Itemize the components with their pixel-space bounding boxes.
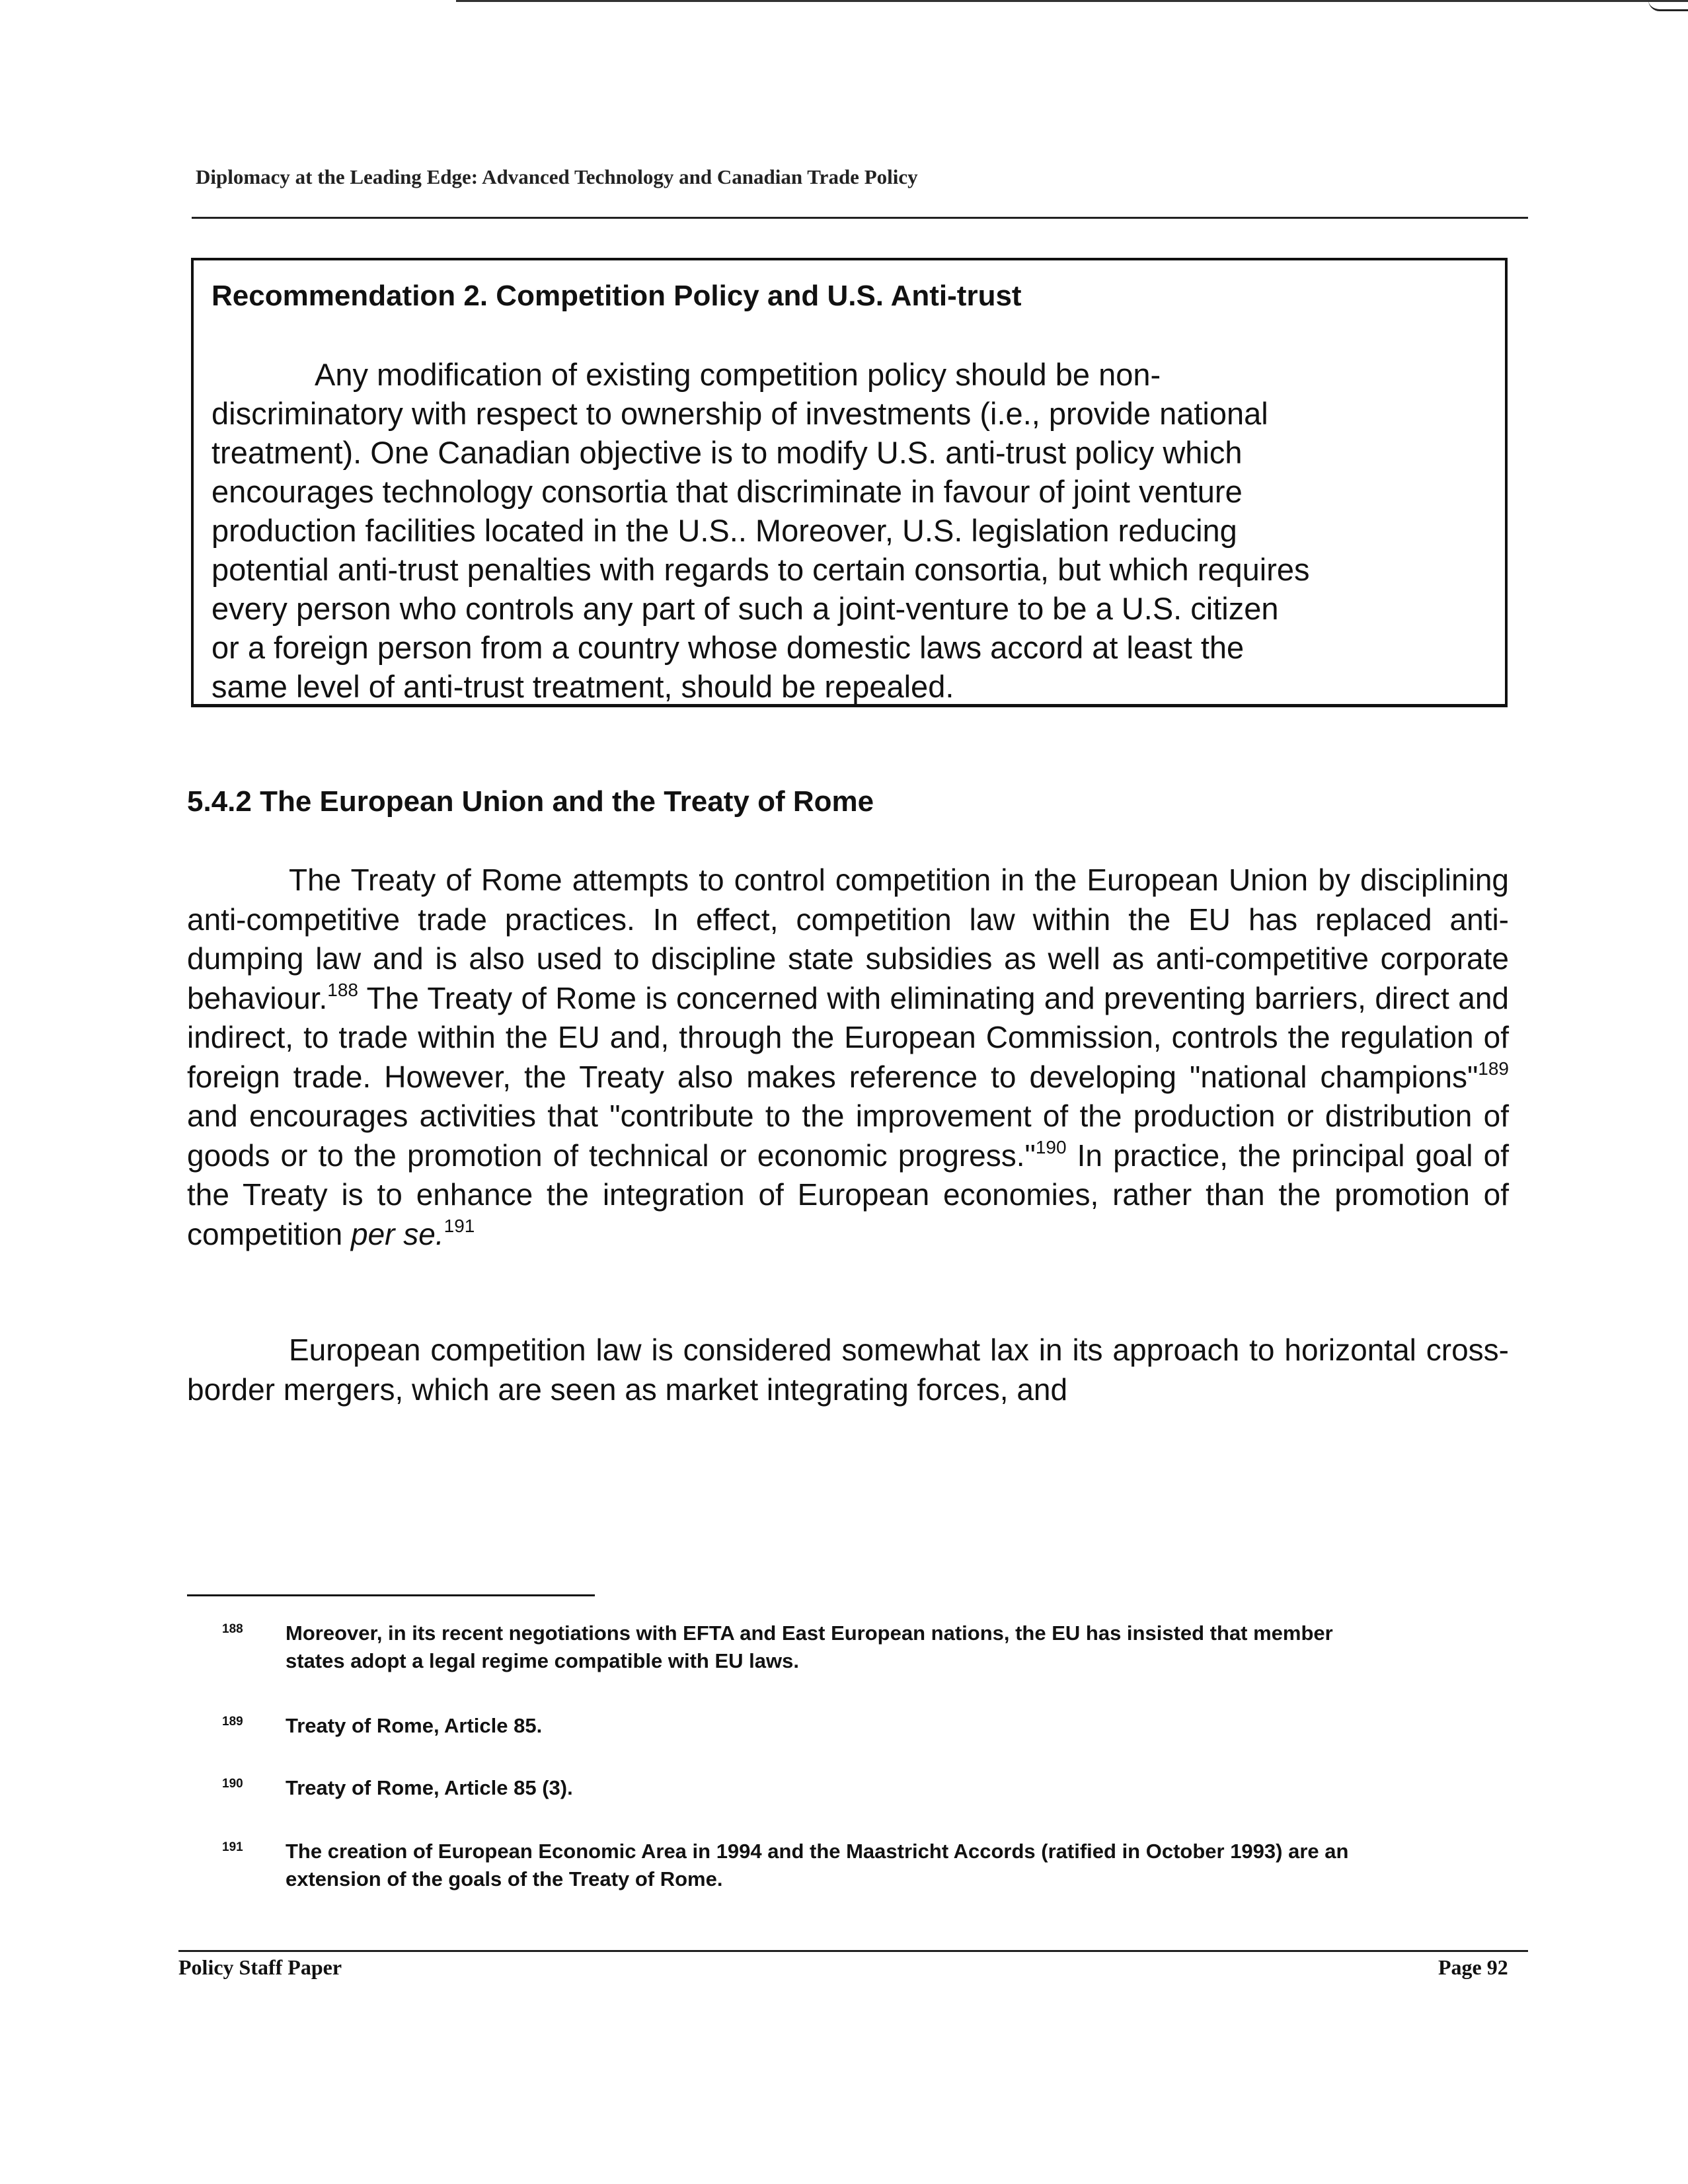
running-header: Diplomacy at the Leading Edge: Advanced Technology and Canadian Trade Policy xyxy=(196,165,918,188)
footnote-ref-189[interactable]: 189 xyxy=(1478,1058,1509,1079)
footnote-line: extension of the goals of the Treaty of Rome. xyxy=(286,1867,723,1891)
recommendation-line: treatment). One Canadian objective is to modify U.S. anti-trust policy which xyxy=(211,435,1243,470)
footnote-text xyxy=(286,1774,1475,1802)
recommendation-text xyxy=(211,355,1510,706)
footnote-line: Treaty of Rome, Article 85 (3). xyxy=(286,1776,573,1799)
section-heading: 5.4.2 The European Union and the Treaty of Rome xyxy=(187,785,874,818)
paragraph-text: European competition law is considered somewhat lax in its approach to horizontal cross-border mergers, which are seen as market integrating forces, and xyxy=(187,1333,1509,1407)
scan-artifact-corner xyxy=(1648,0,1688,11)
footnote-number: 189 xyxy=(222,1715,243,1729)
italic-term: per se. xyxy=(351,1216,444,1251)
paragraph-text: The Treaty of Rome attempts to control competition in the European Union by disciplining anti-competitive trade practices. In effect, competition law within the EU has replaced anti-dumping law and is also used to discipline state subsidies as well as anti-competitive corporate behaviour. xyxy=(187,863,1509,1015)
scan-artifact-top-line xyxy=(456,0,1688,2)
footnote-number: 188 xyxy=(222,1622,243,1636)
footnote-text xyxy=(286,1712,1475,1740)
footer-rule xyxy=(178,1950,1528,1952)
recommendation-line: encourages technology consortia that discriminate in favour of joint venture xyxy=(211,474,1243,509)
header-rule xyxy=(192,217,1528,219)
footnote-ref-188[interactable]: 188 xyxy=(327,980,358,1001)
footer-page-number: Page 92 xyxy=(1438,1955,1508,1979)
recommendation-line: discriminatory with respect to ownership of investments (i.e., provide national xyxy=(211,396,1268,431)
paragraph-text: In practice, the principal goal of the Treaty is to enhance the integration of European economies, rather than the promotion of competition xyxy=(187,1138,1509,1251)
footnote-line: The creation of European Economic Area in 1994 and the Maastricht Accords (ratified in October 1993) are an xyxy=(286,1840,1349,1863)
footnote-line: states adopt a legal regime compatible with EU laws. xyxy=(286,1649,799,1672)
recommendation-line: production facilities located in the U.S.. Moreover, U.S. legislation reducing xyxy=(211,513,1237,548)
body-paragraph-1 xyxy=(187,861,1509,1254)
footnote-number: 190 xyxy=(222,1777,243,1791)
paragraph-text: The Treaty of Rome is concerned with eliminating and preventing barriers, direct and indirect, to trade within the EU and, through the European Commission, controls the regulation of foreign trade. However, the Treaty also makes reference to developing "national champions" xyxy=(187,980,1509,1094)
recommendation-line: potential anti-trust penalties with regards to certain consortia, but which requires xyxy=(211,552,1310,587)
recommendation-line: every person who controls any part of such a joint-venture to be a U.S. citizen xyxy=(211,591,1279,626)
recommendation-line: same level of anti-trust treatment, should be repealed. xyxy=(211,669,954,704)
footnote-text xyxy=(286,1619,1475,1675)
footnote-number: 191 xyxy=(222,1840,243,1854)
footer-publication: Policy Staff Paper xyxy=(178,1955,342,1979)
recommendation-line: Any modification of existing competition policy should be non- xyxy=(315,357,1161,392)
footnote-ref-190[interactable]: 190 xyxy=(1035,1137,1067,1158)
paragraph-text: and encourages activities that "contribute to the improvement of the production or distribution of goods or to the promotion of technical or economic progress." xyxy=(187,1099,1509,1173)
footnote-text xyxy=(286,1838,1475,1893)
recommendation-line: or a foreign person from a country whose domestic laws accord at least the xyxy=(211,630,1245,665)
recommendation-title: Recommendation 2. Competition Policy and U.S. Anti-trust xyxy=(211,280,1022,312)
footnote-line: Treaty of Rome, Article 85. xyxy=(286,1714,543,1737)
body-paragraph-2 xyxy=(187,1331,1509,1409)
footnote-ref-191[interactable]: 191 xyxy=(443,1216,475,1237)
footnote-line: Moreover, in its recent negotiations with EFTA and East European nations, the EU has insisted that member xyxy=(286,1621,1333,1645)
footnote-separator xyxy=(187,1594,595,1596)
